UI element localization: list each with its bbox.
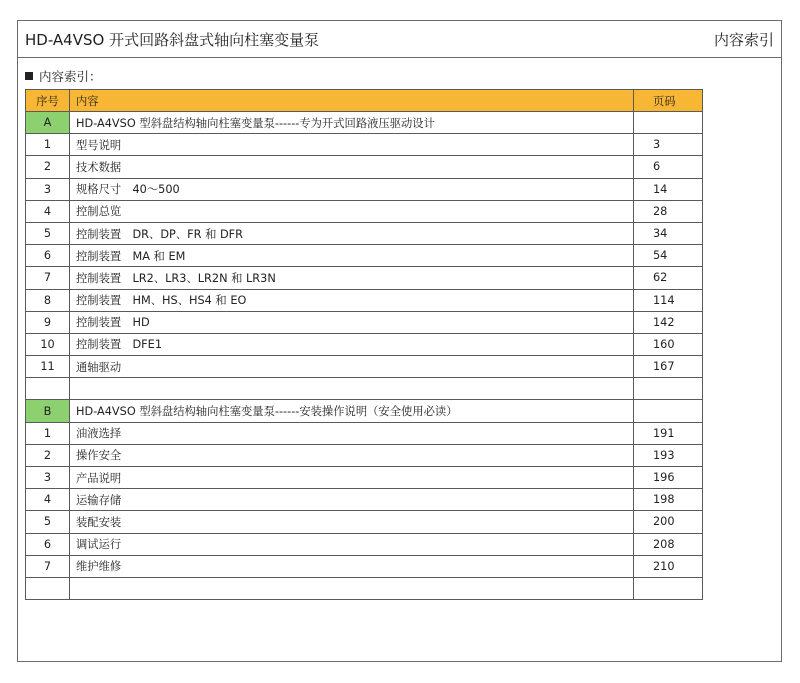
row-seq-cell: 9: [26, 311, 70, 333]
row-seq-cell: 5: [26, 222, 70, 244]
table-row: [26, 134, 703, 156]
table-row: [26, 156, 703, 178]
row-content-cell: 技术数据: [70, 156, 634, 178]
row-content-cell: [70, 577, 634, 599]
row-seq-cell: 7: [26, 267, 70, 289]
document-frame: [17, 20, 782, 662]
row-content-cell: [70, 378, 634, 400]
row-content-cell: 产品说明: [70, 467, 634, 489]
column-header-content: 内容: [70, 90, 634, 112]
row-page-cell: 198: [634, 489, 703, 511]
row-page-cell: 114: [634, 289, 703, 311]
row-page-cell: 193: [634, 444, 703, 466]
row-seq-cell: 5: [26, 511, 70, 533]
row-content-cell: 控制装置 HM、HS、HS4 和 EO: [70, 289, 634, 311]
header-section-label: 内容索引: [713, 31, 774, 49]
table-row: [26, 311, 703, 333]
row-page-cell: 62: [634, 267, 703, 289]
row-content-cell: 控制装置 DR、DP、FR 和 DFR: [70, 222, 634, 244]
row-content-cell: 控制总览: [70, 200, 634, 222]
table-row: [26, 333, 703, 355]
row-seq-cell: 1: [26, 422, 70, 444]
section-letter-cell: A: [26, 112, 70, 134]
row-page-cell: 3: [634, 134, 703, 156]
row-content-cell: 油液选择: [70, 422, 634, 444]
row-seq-cell: 7: [26, 555, 70, 577]
row-seq-cell: 4: [26, 200, 70, 222]
row-content-cell: 调试运行: [70, 533, 634, 555]
row-content-cell: 型号说明: [70, 134, 634, 156]
document-title: HD-A4VSO 开式回路斜盘式轴向柱塞变量泵: [25, 31, 320, 49]
row-content-cell: 通轴驱动: [70, 356, 634, 378]
row-seq-cell: 3: [26, 467, 70, 489]
row-page-cell: 6: [634, 156, 703, 178]
row-content-cell: 规格尺寸 40～500: [70, 178, 634, 200]
contents-heading: [25, 67, 102, 85]
table-row: [26, 245, 703, 267]
row-seq-cell: 6: [26, 533, 70, 555]
row-content-cell: 控制装置 LR2、LR3、LR2N 和 LR3N: [70, 267, 634, 289]
row-content-cell: 控制装置 DFE1: [70, 333, 634, 355]
table-row: [26, 467, 703, 489]
row-page-cell: 191: [634, 422, 703, 444]
table-header-row: [26, 90, 703, 112]
row-page-cell: 54: [634, 245, 703, 267]
row-content-cell: 运输存储: [70, 489, 634, 511]
table-row-section: [26, 112, 703, 134]
section-title-cell: HD-A4VSO 型斜盘结构轴向柱塞变量泵------专为开式回路液压驱动设计: [70, 112, 634, 134]
row-page-cell: 208: [634, 533, 703, 555]
table-row: [26, 422, 703, 444]
row-seq-cell: 8: [26, 289, 70, 311]
row-seq-cell: 1: [26, 134, 70, 156]
table-row-section: [26, 400, 703, 422]
table-row: [26, 356, 703, 378]
row-page-cell: 167: [634, 356, 703, 378]
contents-table: [25, 89, 703, 600]
row-seq-cell: 3: [26, 178, 70, 200]
row-seq-cell: 4: [26, 489, 70, 511]
row-page-cell: 196: [634, 467, 703, 489]
table-row: [26, 222, 703, 244]
table-row: [26, 200, 703, 222]
row-page-cell: 28: [634, 200, 703, 222]
table-row: [26, 289, 703, 311]
row-seq-cell: 10: [26, 333, 70, 355]
row-page-cell: [634, 400, 703, 422]
table-row: [26, 489, 703, 511]
row-page-cell: 142: [634, 311, 703, 333]
row-seq-cell: 11: [26, 356, 70, 378]
bullet-square-icon: [25, 72, 33, 80]
row-page-cell: [634, 112, 703, 134]
row-seq-cell: 6: [26, 245, 70, 267]
table-row: [26, 267, 703, 289]
table-row: [26, 444, 703, 466]
row-page-cell: [634, 577, 703, 599]
table-row: [26, 511, 703, 533]
table-row-blank: [26, 577, 703, 599]
table-row: [26, 555, 703, 577]
column-header-page: 页码: [634, 90, 703, 112]
row-content-cell: 控制装置 HD: [70, 311, 634, 333]
table-row: [26, 178, 703, 200]
row-content-cell: 控制装置 MA 和 EM: [70, 245, 634, 267]
row-content-cell: 装配安装: [70, 511, 634, 533]
row-page-cell: 34: [634, 222, 703, 244]
row-seq-cell: [26, 577, 70, 599]
row-content-cell: 操作安全: [70, 444, 634, 466]
section-title-cell: HD-A4VSO 型斜盘结构轴向柱塞变量泵------安装操作说明（安全使用必读）: [70, 400, 634, 422]
row-seq-cell: 2: [26, 444, 70, 466]
table-row: [26, 533, 703, 555]
row-content-cell: 维护维修: [70, 555, 634, 577]
section-letter-cell: B: [26, 400, 70, 422]
column-header-seq: 序号: [26, 90, 70, 112]
document-header: [18, 21, 781, 58]
row-page-cell: 160: [634, 333, 703, 355]
table-row-blank: [26, 378, 703, 400]
row-seq-cell: 2: [26, 156, 70, 178]
contents-heading-label: 内容索引：: [39, 69, 102, 84]
row-seq-cell: [26, 378, 70, 400]
row-page-cell: [634, 378, 703, 400]
table-body: [26, 112, 703, 600]
row-page-cell: 200: [634, 511, 703, 533]
row-page-cell: 210: [634, 555, 703, 577]
row-page-cell: 14: [634, 178, 703, 200]
